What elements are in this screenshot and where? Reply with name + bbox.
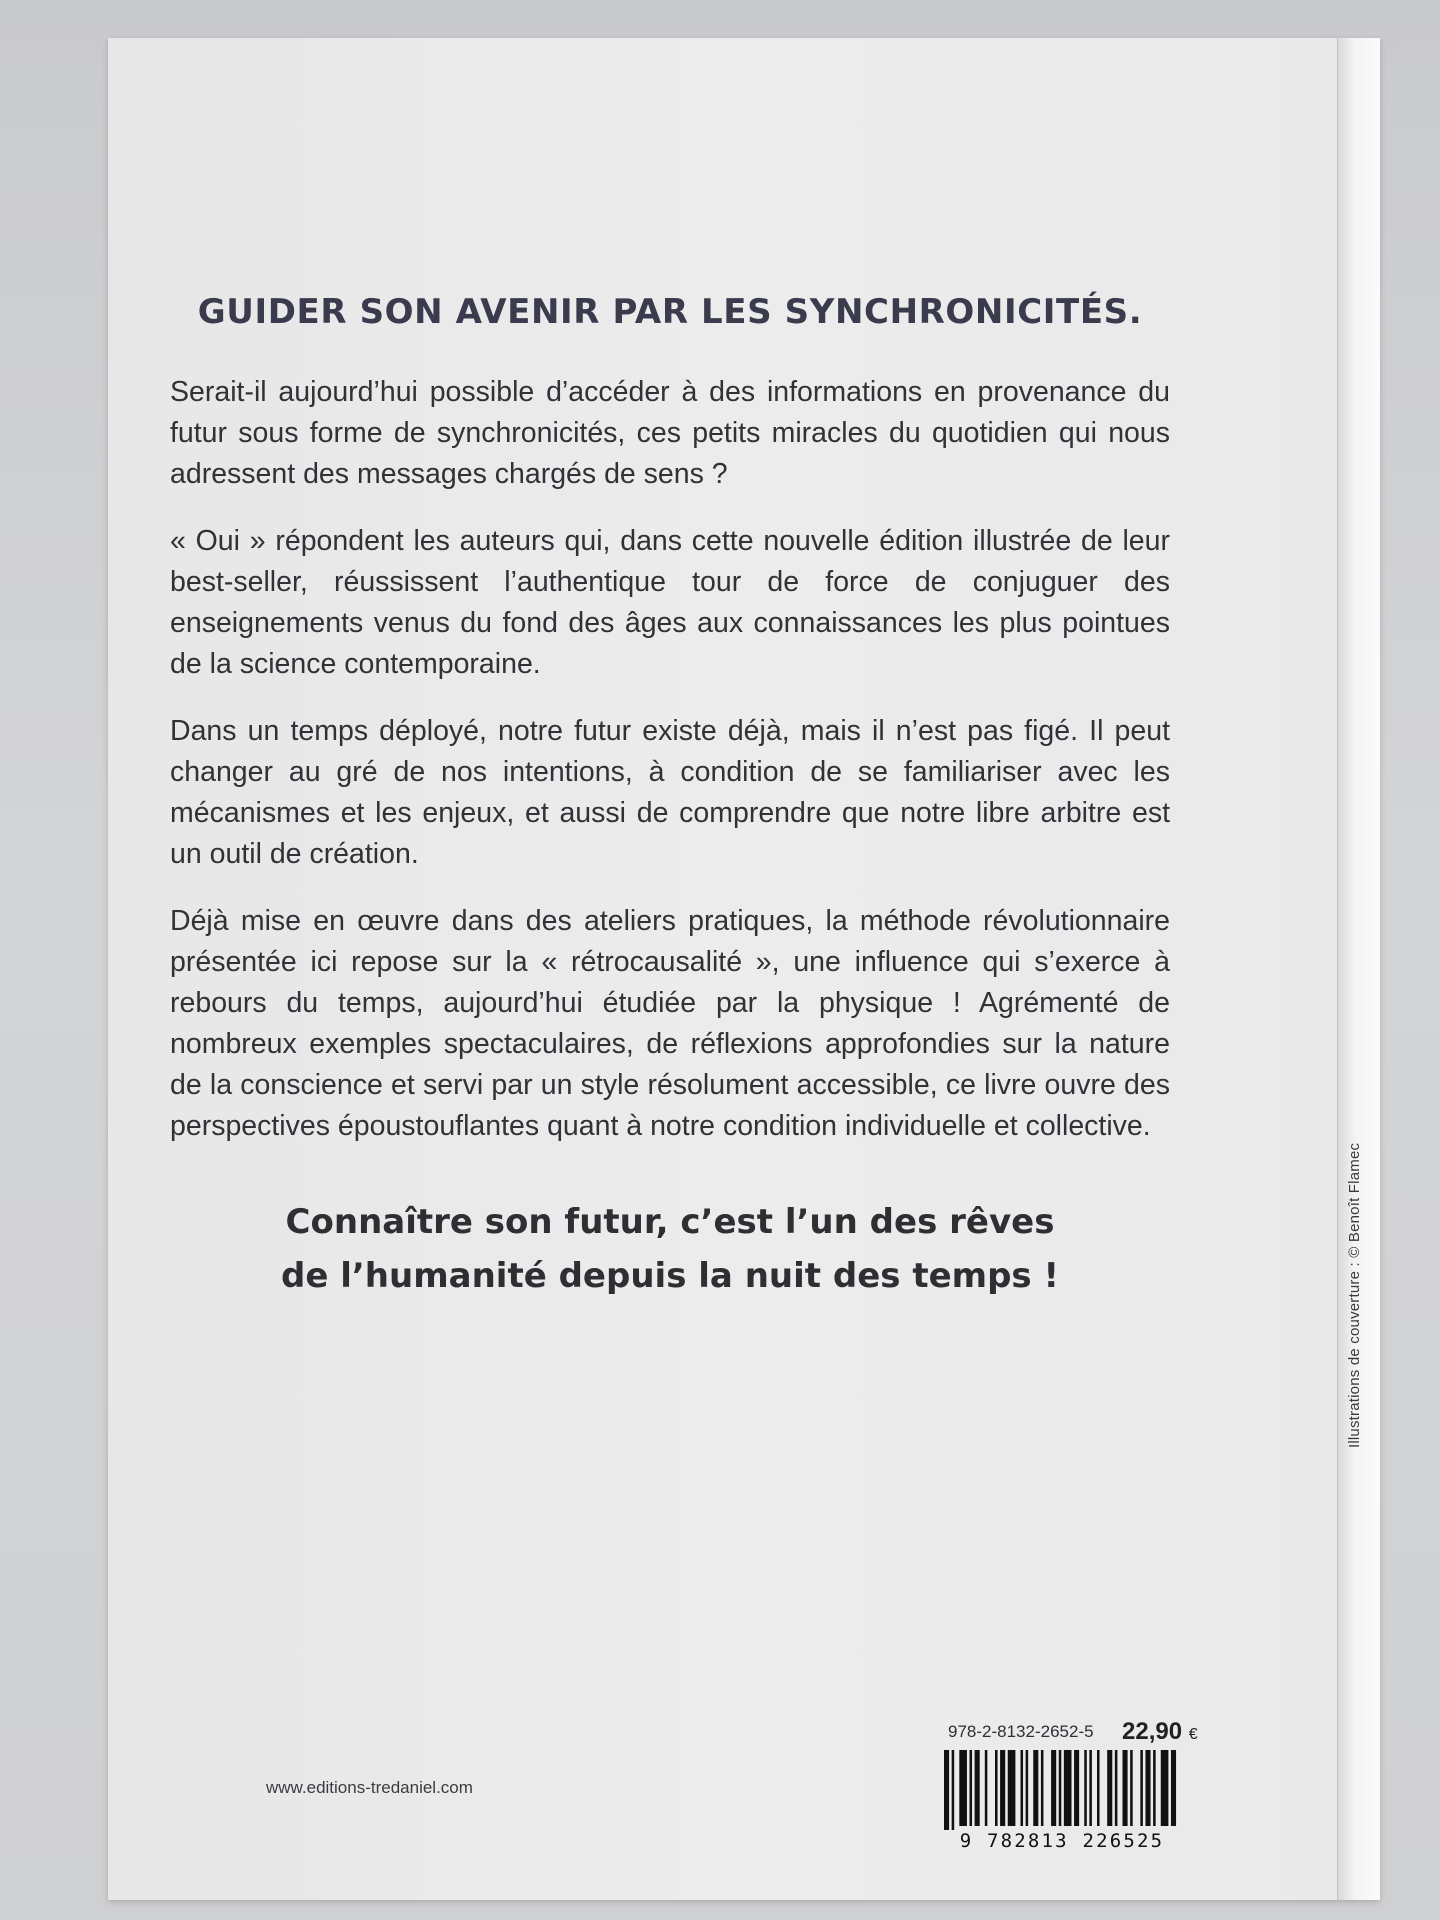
barcode-bar [1000,1750,1005,1826]
barcode-bar [944,1750,949,1830]
publisher-website: www.editions-tredaniel.com [266,1778,473,1797]
barcode-bar [1008,1750,1016,1826]
barcode-bar [975,1750,980,1826]
barcode-image [942,1750,1182,1830]
barcode-bar [1123,1750,1128,1826]
headline: GUIDER SON AVENIR PAR LES SYNCHRONICITÉS. [197,292,1143,332]
paragraph-2: « Oui » répondent les auteurs qui, dans cette nouvelle édition illustrée de leur best-seller, réussissent l’authentique tour de force de conjuguer des enseignements venus du fond des âges aux connaissances les plus pointues de la science contemporaine. [170,525,1170,680]
isbn: 978-2-8132-2652-5 [948,1722,1094,1741]
paragraph-4: Déjà mise en œuvre dans des ateliers pratiques, la méthode révolutionnaire présentée ici repose sur la « rétrocausalité », une influence qui s’exerce à rebours du temps, aujourd’hui étudiée par la physique ! Agrémenté de nombreux exemples spectaculaires, de réflexions approfondies sur la nature de la conscience et servi par un style résolument accessible, ce livre ouvre des perspectives époustouflantes quant à notre condition individuelle et collective. [170,905,1170,1142]
price [1122,1718,1198,1746]
price-value: 22,90 [1122,1718,1183,1745]
barcode-bar [1161,1750,1169,1826]
tagline-line-1: Connaître son futur, c’est l’un des rêves [285,1202,1055,1242]
barcode-bar [1051,1750,1056,1826]
barcode-bar [1074,1750,1079,1826]
back-cover-text [170,292,1170,1303]
barcode-bar [1171,1750,1176,1826]
price-block [942,1718,1232,1744]
barcode-bar [1107,1750,1112,1826]
barcode-bar [1153,1750,1156,1826]
barcode-bar [1115,1750,1118,1826]
barcode-bar [1026,1750,1029,1826]
barcode-bar [959,1750,967,1826]
barcode-bar [1041,1750,1044,1826]
barcode-bar [1089,1750,1092,1826]
barcode-bar [1064,1750,1072,1826]
spine-credit-text: Illustrations de couverture : © Benoît Flamec [1346,1142,1363,1448]
book-spine-edge [1337,38,1380,1900]
barcode-digits: 9 782813 226525 [959,1830,1165,1852]
barcode-bar [985,1750,988,1826]
paragraph-3: Dans un temps déployé, notre futur existe déjà, mais il n’est pas figé. Il peut changer au gré de nos intentions, à condition de se familiariser avec les mécanismes et les enjeux, et aussi de comprendre que notre libre arbitre est un outil de création. [170,715,1170,870]
barcode-bar [995,1750,998,1826]
barcode-bar [952,1750,955,1830]
barcode-bar [1130,1750,1133,1826]
barcode-bar [1140,1750,1143,1826]
barcode-bar [970,1750,973,1826]
barcode-bar [1084,1750,1087,1826]
price-currency: € [1188,1726,1198,1743]
barcode-bar [1097,1750,1100,1826]
barcode-bar [1021,1750,1024,1826]
tagline-line-2: de l’humanité depuis la nuit des temps ! [281,1256,1059,1296]
barcode-bar [1059,1750,1062,1826]
paragraph-1: Serait-il aujourd’hui possible d’accéder à des informations en provenance du futur sous forme de synchronicités, ces petits miracles du quotidien qui nous adressent des messages chargés de sens ? [170,376,1170,490]
tagline [170,1195,1170,1303]
barcode-bar [1033,1750,1038,1826]
barcode-bar [1145,1750,1150,1826]
